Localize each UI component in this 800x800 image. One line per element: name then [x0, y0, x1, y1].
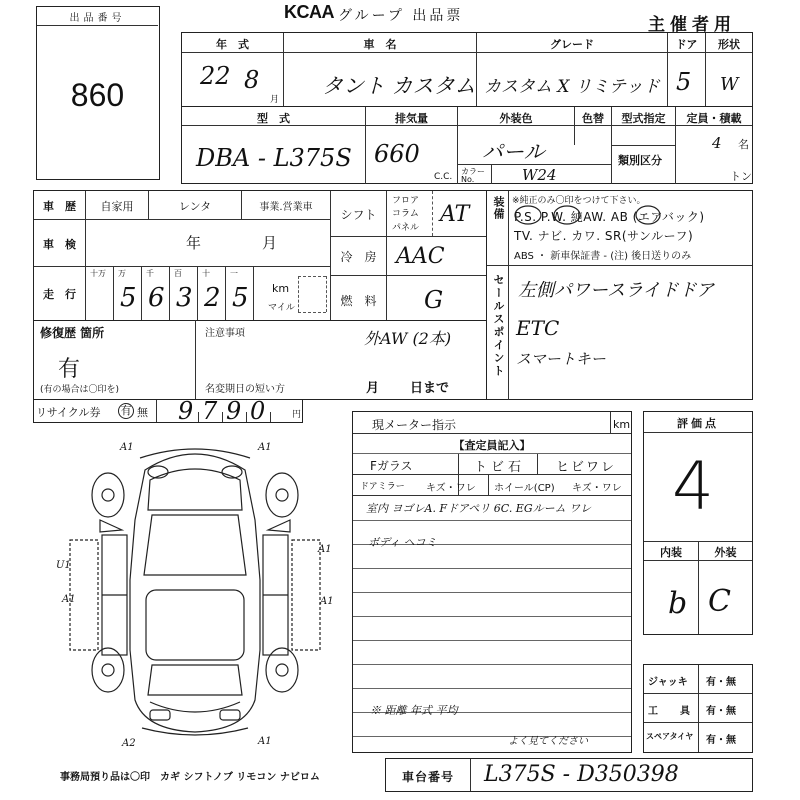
displacement-label: 排気量 — [395, 112, 428, 125]
mileage-label: 走 行 — [43, 288, 76, 301]
fuel-label: 燃 料 — [340, 294, 377, 308]
comment-line-1: 室内 ヨゴレA. Fドアペリ 6C. EGルーム ワレ — [366, 502, 592, 515]
doors-label: ドア — [675, 38, 698, 51]
lot-number-label: 出品番号 — [69, 13, 126, 24]
history-business[interactable]: 事業.営業車 — [259, 202, 313, 213]
mileage-place-label: 一 — [230, 269, 238, 278]
recycle-digit: 9 — [178, 397, 194, 425]
mileage-cell — [142, 267, 170, 320]
sales-point-2: ETC — [516, 316, 560, 340]
sales-point-label: セールスポイント — [492, 274, 505, 378]
chassis-label: 車台番号 — [401, 770, 454, 784]
mileage-place-label: 万 — [118, 269, 126, 278]
inspection-year-unit: 年 — [186, 234, 202, 252]
repair-note: (有の場合は〇印を) — [40, 385, 120, 395]
mileage-cell — [226, 267, 254, 320]
ac-value: AAC — [396, 244, 445, 269]
diagram-mark-1: A1 — [120, 442, 134, 453]
car-name-value: タント カスタム — [322, 74, 476, 98]
tool-opts[interactable]: 有・無 — [706, 706, 736, 717]
car-body-diagram — [60, 440, 330, 760]
equipment-line-2[interactable]: TV. ナビ. カワ. SR(サンルーフ) — [514, 229, 694, 243]
short-term-label: 名変期日の短い方 — [205, 384, 285, 395]
diagram-mark-7: A2 — [122, 738, 136, 749]
jack-opts[interactable]: 有・無 — [706, 677, 736, 688]
month-unit: 月 — [270, 95, 280, 105]
mileage-digit: 2 — [204, 283, 221, 313]
comment-line-2: ボディ ヘコミ — [368, 536, 437, 549]
shift-column[interactable]: コラム — [392, 209, 419, 219]
mileage-digit: 5 — [120, 283, 137, 313]
doors-value: 5 — [676, 68, 692, 96]
shift-panel[interactable]: パネル — [392, 223, 420, 233]
diagram-mark-4: A1 — [62, 594, 76, 605]
wheel-opts[interactable]: キズ・ワレ — [572, 483, 622, 494]
ruled-line — [353, 592, 631, 593]
form-title: グループ 出品票 — [338, 8, 464, 24]
inspection-label: 車 検 — [43, 238, 76, 251]
class-label: 類別区分 — [618, 154, 662, 167]
diagram-mark-5: A1 — [318, 544, 332, 555]
brand-logo: KCAA — [284, 2, 334, 22]
score-label: 評価点 — [677, 417, 719, 430]
model-label: 型 式 — [257, 112, 290, 125]
inspector-section-label: 【査定員記入】 — [453, 439, 531, 452]
lot-number-box — [36, 6, 160, 180]
model-value: DBA - L375S — [196, 144, 352, 172]
equipment-label: 装備 — [492, 196, 505, 220]
equipment-circles — [508, 200, 678, 230]
car-name-label: 車 名 — [363, 38, 397, 51]
recycle-digit: 0 — [250, 397, 266, 425]
notes-value: 外AW (2本) — [364, 329, 452, 348]
mileage-cell — [198, 267, 226, 320]
ruled-line — [353, 664, 631, 665]
ruled-line — [353, 640, 631, 641]
repair-label: 修復歴 箇所 — [40, 326, 105, 340]
type-spec-label: 型式指定 — [621, 112, 666, 125]
grade-value: カスタム X リミテッド — [484, 77, 660, 97]
shape-label: 形状 — [718, 38, 740, 51]
mileage-unit-km: km — [272, 282, 290, 295]
load-unit: トン — [730, 170, 752, 183]
year-value: 22 — [200, 62, 231, 90]
shift-floor[interactable]: フロア — [392, 196, 420, 206]
jack-label: ジャッキ — [648, 677, 688, 688]
recycle-label: リサイクル券 — [36, 406, 101, 419]
chassis-value: L375S - D350398 — [484, 762, 679, 787]
ruled-line — [353, 616, 631, 617]
recycle-yes[interactable]: 有 — [118, 403, 134, 419]
tool-label: 工 具 — [648, 706, 696, 717]
sales-point-3: スマートキー — [516, 350, 606, 368]
color-no-value: W24 — [522, 166, 557, 184]
comment-line-4: よく見てください — [508, 736, 588, 747]
score-value: 4 — [672, 448, 714, 525]
history-rental[interactable]: レンタ — [178, 200, 212, 213]
glass-opt-chip[interactable]: トビ石 — [474, 460, 526, 475]
mileage-unit-mile: マイル — [268, 303, 295, 313]
grade-label: グレード — [550, 38, 594, 51]
meter-unit: km — [613, 418, 631, 431]
shift-label: シフト — [340, 208, 377, 222]
exterior-label: 外装 — [714, 546, 737, 559]
recycle-cell-divider — [270, 412, 271, 422]
recycle-cell-divider — [198, 412, 199, 422]
recycle-cell-divider — [222, 412, 223, 422]
meter-label: 現メーター指示 — [372, 418, 457, 432]
interior-label: 内装 — [660, 546, 682, 559]
diagram-mark-8: A1 — [258, 736, 272, 747]
equipment-note: ※純正のみ〇印をつけて下さい。 — [512, 196, 646, 206]
diagram-mark-6: A1 — [320, 596, 334, 607]
year-label: 年 式 — [216, 38, 249, 51]
mileage-place-label: 十万 — [90, 269, 106, 278]
ruled-line — [353, 520, 631, 521]
mileage-place-label: 百 — [174, 269, 182, 278]
capacity-label: 定員・積載 — [686, 112, 742, 125]
displacement-unit: C.C. — [434, 172, 453, 182]
diagram-mark-2: A1 — [258, 442, 272, 453]
mileage-cell — [114, 267, 142, 320]
ruled-line — [353, 568, 631, 569]
equipment-line-1[interactable]: P.S. P.W. 純AW. AB (エアバック) — [514, 210, 705, 224]
glass-opt-crack[interactable]: ヒビワレ — [556, 460, 617, 475]
glass-label: Fガラス — [370, 459, 413, 473]
recycle-cell-divider — [246, 412, 247, 422]
wheel-label: ホイール(CP) — [494, 483, 555, 494]
mileage-digit: 5 — [232, 283, 249, 313]
mirror-opts[interactable]: キズ・ワレ — [426, 483, 476, 494]
history-label: 車 歴 — [43, 200, 76, 213]
history-private[interactable]: 自家用 — [100, 200, 134, 213]
capacity-unit: 名 — [738, 138, 749, 151]
comment-line-3: ※ 距離 年式 平均 — [370, 704, 458, 717]
recycle-no[interactable]: 無 — [137, 406, 148, 419]
capacity-value: 4 — [712, 134, 722, 152]
lot-number-value: 860 — [70, 77, 125, 113]
notes-label: 注意事項 — [205, 328, 245, 339]
repair-value: 有 — [58, 357, 81, 382]
inspection-month-unit: 月 — [262, 234, 278, 252]
keys-note: 事務局預り品は〇印 カギ シフトノブ リモコン ナビロム — [60, 772, 320, 783]
mileage-cell — [170, 267, 198, 320]
exterior-value: C — [708, 584, 731, 619]
mileage-cell — [86, 267, 114, 320]
color-no-label: カラーNo. — [461, 167, 485, 184]
mirror-label: ドアミラー — [360, 482, 405, 492]
ruled-line — [353, 736, 631, 737]
displacement-value: 660 — [374, 140, 420, 168]
short-term-day: 日まで — [410, 381, 450, 396]
shift-value: AT — [440, 202, 470, 227]
ruled-line — [353, 688, 631, 689]
diagram-mark-3: U1 — [56, 560, 71, 571]
fuel-value: G — [424, 286, 444, 314]
recycle-digit: 7 — [202, 397, 218, 425]
recycle-digit: 9 — [226, 397, 242, 425]
mileage-place-label: 千 — [146, 269, 154, 278]
spare-opts[interactable]: 有・無 — [706, 735, 736, 746]
ext-color-label: 外装色 — [499, 112, 533, 125]
equipment-line-3[interactable]: ABS ・ 新車保証書 - (注) 後日送りのみ — [514, 251, 692, 262]
repaint-label: 色替 — [582, 112, 604, 125]
mileage-place-label: 十 — [202, 269, 210, 278]
month-value: 8 — [244, 66, 260, 94]
mileage-digit: 6 — [148, 283, 165, 313]
interior-value: b — [668, 586, 688, 621]
organizer-label: 主催者用 — [648, 15, 736, 35]
shape-value: W — [720, 74, 739, 95]
sales-point-1: 左側パワースライドドア — [518, 280, 715, 301]
spare-label: スペアタイヤ — [646, 732, 694, 741]
recycle-unit: 円 — [292, 410, 302, 420]
ac-label: 冷 房 — [340, 250, 377, 264]
mileage-digit: 3 — [176, 283, 193, 313]
short-term-month: 月 — [366, 381, 380, 396]
ext-color-value: パール — [482, 140, 545, 164]
